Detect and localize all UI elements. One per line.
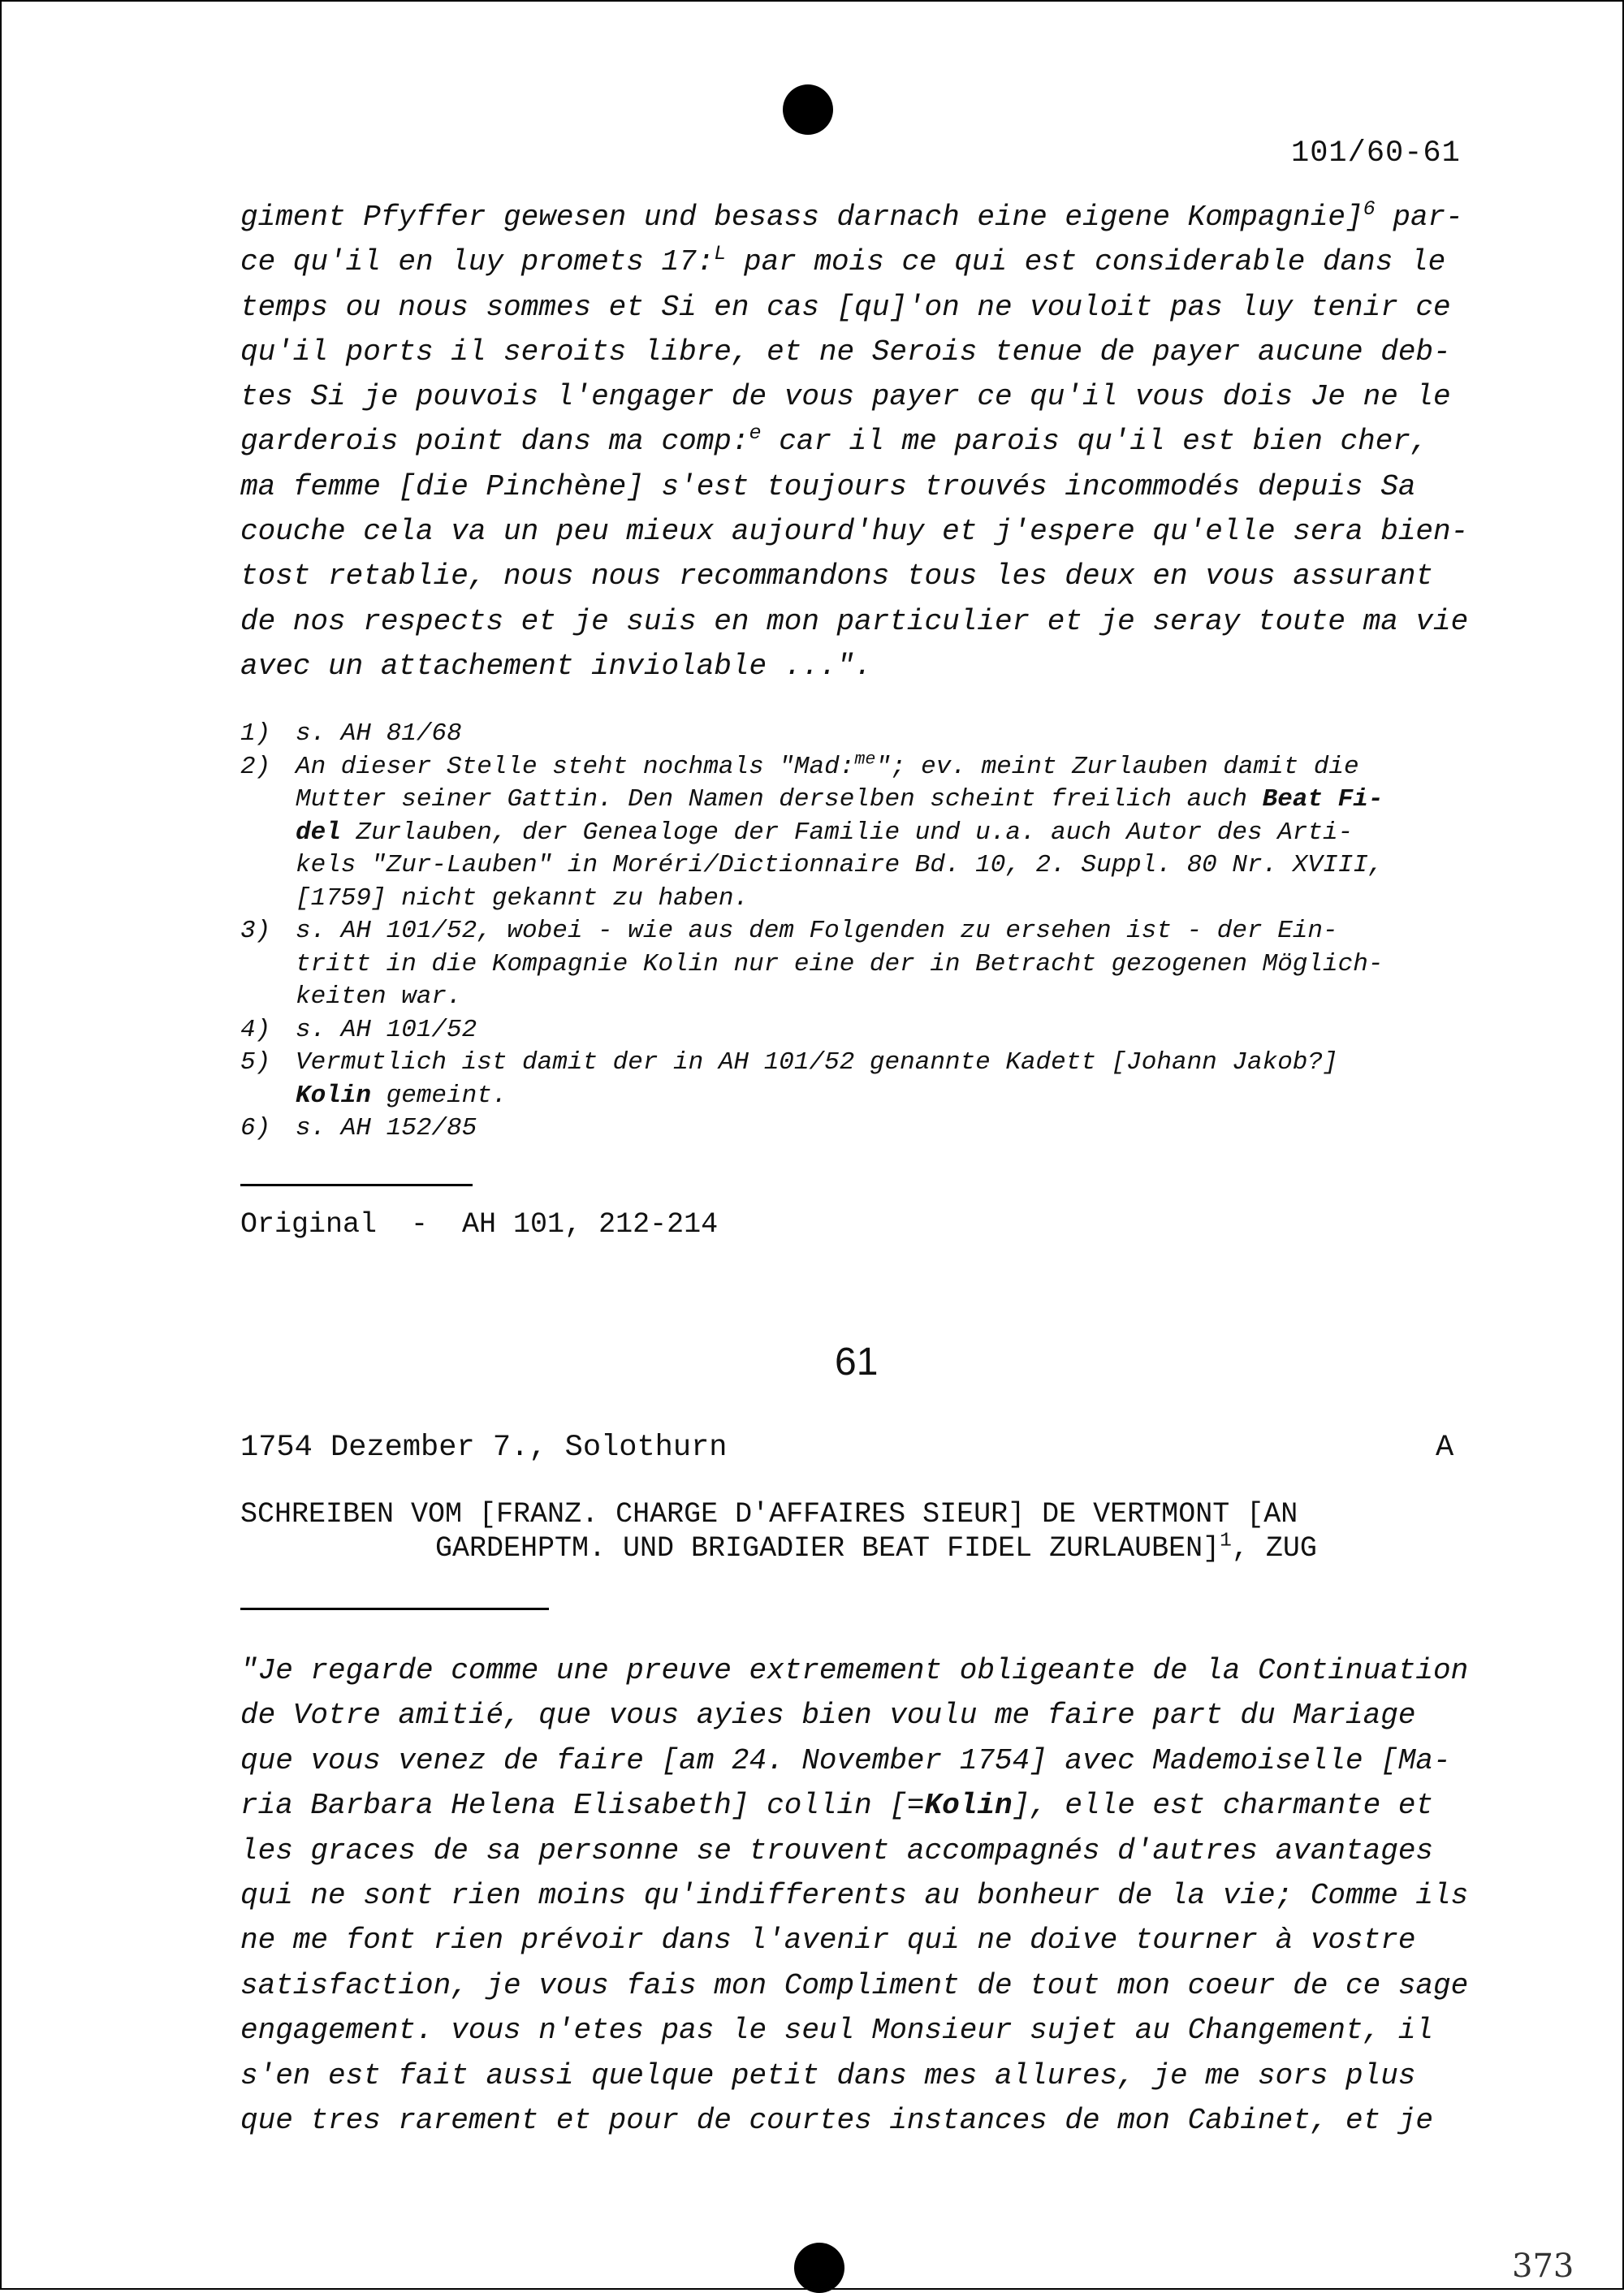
punch-hole-top [783, 84, 833, 135]
letter-continuation [240, 195, 1483, 689]
text-line: engagement. vous n'etes pas le seul Monsieur sujet au Changement, il [240, 2014, 1434, 2048]
separator-rule [240, 1608, 549, 1610]
text-line: qu'il ports il seroits libre, et ne Serois tenue de payer aucune deb- [240, 335, 1451, 369]
document-reference: 101/60-61 [1291, 136, 1461, 171]
punch-hole-bottom [794, 2243, 844, 2293]
text-line: s'en est fait aussi quelque petit dans mes allures, je me sors plus [240, 2058, 1416, 2092]
document-heading: SCHREIBEN VOM [FRANZ. CHARGE D'AFFAIRES SIEUR] DE VERTMONT [AN GARDEHPTM. UND BRIGADIER BEAT FIDEL ZURLAUBEN]$^1$, ZUG [240, 1498, 1317, 1565]
text-line: tes Si je pouvois l'engager de vous payer ce qu'il vous dois Je ne le [240, 380, 1451, 414]
text-line: ne me font rien prévoir dans l'avenir qui ne doive tourner à vostre [240, 1924, 1416, 1958]
date-place: 1754 Dezember 7., Solothurn [240, 1431, 728, 1465]
text-line: de nos respects et je suis en mon particulier et je seray toute ma vie [240, 604, 1469, 638]
footnote-5: 5) Vermutlich ist damit der in AH 101/52 genannte Kadett [Johann Jakob?] Kolin gemeint. [240, 1048, 1338, 1110]
footnotes [240, 718, 1483, 1146]
text-line: couche cela va un peu mieux aujourd'huy et j'espere qu'elle sera bien- [240, 515, 1469, 549]
document-number: 61 [835, 1341, 879, 1384]
text-line: satisfaction, je vous fais mon Compliment de tout mon coeur de ce sage [240, 1968, 1469, 2002]
text-line: temps ou nous sommes et Si en cas [qu]'on ne vouloit pas luy tenir ce [240, 290, 1451, 324]
text-line: ma femme [die Pinchène] s'est toujours trouvés incommodés depuis Sa [240, 469, 1416, 503]
footnote-1: 1) s. AH 81/68 [240, 719, 462, 748]
footnote-3: 3) s. AH 101/52, wobei - wie aus dem Folgenden zu ersehen ist - der Ein- tritt in die Kompagnie Kolin nur eine der in Betracht gezogenen Möglich- keiten war. [240, 917, 1384, 1011]
text-line: giment Pfyffer gewesen und besass darnach eine eigene Kompagnie]$^6$ par- [240, 197, 1463, 234]
text-line: ria Barbara Helena Elisabeth] collin [=Kolin], elle est charmante et [240, 1789, 1434, 1823]
text-line: qui ne sont rien moins qu'indifferents au bonheur de la vie; Comme ils [240, 1879, 1469, 1913]
text-line: que tres rarement et pour de courtes instances de mon Cabinet, et je [240, 2104, 1434, 2138]
text-line: les graces de sa personne se trouvent accompagnés d'autres avantages [240, 1833, 1434, 1868]
text-line: de Votre amitié, que vous ayies bien voulu me faire part du Mariage [240, 1699, 1416, 1733]
text-line: ce qu'il en luy promets 17:$^L$ par mois ce qui est considerable dans le [240, 242, 1446, 279]
text-line: que vous venez de faire [am 24. November 1754] avec Mademoiselle [Ma- [240, 1743, 1451, 1777]
letter-code: A [1436, 1431, 1454, 1465]
separator-rule [240, 1184, 473, 1186]
text-line: avec un attachement inviolable ...". [240, 649, 872, 683]
text-line: "Je regarde comme une preuve extremement obligeante de la Continuation [240, 1654, 1469, 1687]
source-citation: Original - AH 101, 212-214 [240, 1208, 719, 1241]
text-line: tost retablie, nous nous recommandons tous les deux en vous assurant [240, 559, 1434, 594]
footnote-2: 2) An dieser Stelle steht nochmals "Mad:$^{me}$"; ev. meint Zurlauben damit die Mutter seiner Gattin. Den Namen derselben scheint freilich auch Beat Fi- del Zurlauben, der Genealoge der Familie und u.a. auch Autor des Arti- kels "Zur-Lauben" in Moréri/Dictionnaire Bd. 10, 2. Suppl. 80 Nr. XVIII, [1759] nicht gekannt zu haben. [240, 749, 1384, 913]
footnote-4: 4) s. AH 101/52 [240, 1015, 477, 1044]
letter-text [240, 1648, 1483, 2143]
footnote-6: 6) s. AH 152/85 [240, 1114, 477, 1142]
text-line: garderois point dans ma comp:$^e$ car il me parois qu'il est bien cher, [240, 421, 1428, 459]
handwritten-archive-number: 373 [1512, 2248, 1574, 2285]
